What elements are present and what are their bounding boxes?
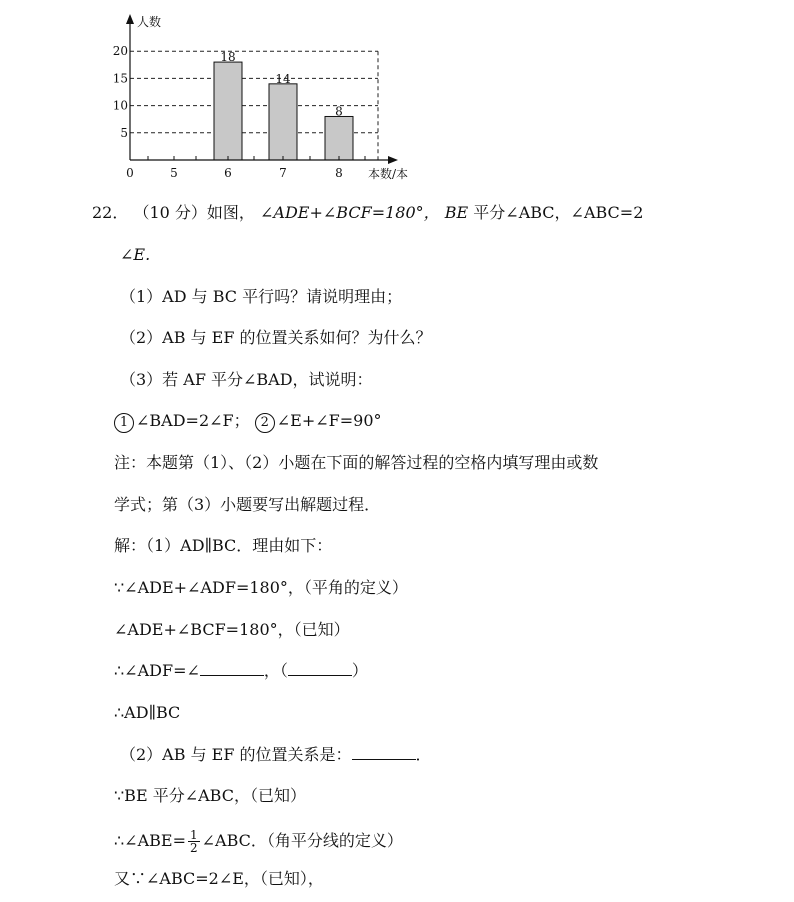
data-label: 18 [220,50,236,65]
solution-step-1: ∵∠ADE+∠ADF=180°，（平角的定义） [114,578,408,597]
y-tick-label: 20 [112,44,128,59]
question-3-part-1: ∠BAD=2∠F； [136,411,250,430]
fraction-one-half [188,829,200,854]
solution-step-2: ∠ADE+∠BCF=180°，（已知） [114,620,350,639]
note-line-1: 注：本题第（1）、（2）小题在下面的解答过程的空格内填写理由或数 [114,453,599,472]
step-7-text-a: ∴∠ABE= [114,831,186,850]
step-3-text-c: ） [351,661,368,680]
step-3-text-a: ∴∠ADF=∠ [114,661,200,680]
x-tick-label: 6 [224,166,232,180]
y-axis-label: 人数 [137,15,162,29]
bar [325,116,353,160]
x-tick-label: 7 [279,166,287,180]
part-2-text-b: ． [415,745,432,764]
solution-heading: 解：（1）AD∥BC．理由如下： [114,536,333,555]
y-tick-label: 15 [112,71,128,86]
circled-number-1: 1 [114,413,134,433]
x-tick-label: 0 [126,166,134,180]
problem-stem [92,203,643,223]
circled-number-2: 2 [255,413,275,433]
solution-step-6: ∵BE 平分∠ABC，（已知） [114,786,306,805]
stem-part-a: ∠ADE+∠BCF=180°， [260,203,440,222]
x-tick-label: 5 [170,166,178,180]
note-line-2: 学式；第（3）小题要写出解题过程． [114,495,381,514]
problem-score: （10 分）如图， [133,203,255,222]
x-axis-arrow [388,156,398,164]
solution-step-8: 又∵∠ABC=2∠E，（已知）， [114,869,324,888]
part-2-text-a: （2）AB 与 EF 的位置关系是： [120,745,352,764]
solution-step-3 [114,661,368,681]
y-axis-arrow [126,14,134,24]
answer-blank-angle[interactable] [200,661,264,676]
question-3-parts [114,411,382,433]
fraction-denominator: 2 [189,841,198,855]
fraction-numerator: 1 [189,828,198,842]
solution-step-4: ∴AD∥BC [114,703,181,722]
solution-part-2 [120,745,432,765]
bar [269,84,297,160]
answer-blank-reason[interactable] [288,661,352,676]
data-label: 8 [335,104,343,119]
stem-continuation: ∠E. [120,245,151,264]
bar [214,62,242,160]
stem-part-b: BE [444,203,469,222]
bar-chart [0,0,794,190]
question-1: （1）AD 与 BC 平行吗？请说明理由； [120,287,403,306]
question-3: （3）若 AF 平分∠BAD，试说明： [120,370,373,389]
problem-number: 22． [92,203,129,222]
step-3-text-b: ，（ [263,661,288,680]
y-tick-label: 10 [112,98,128,113]
question-2: （2）AB 与 EF 的位置关系如何？为什么？ [120,328,432,347]
step-7-text-b: ∠ABC．（角平分线的定义） [201,831,403,850]
answer-blank-relation[interactable] [352,745,416,760]
x-tick-label: 8 [335,166,343,180]
y-tick-label: 5 [120,125,128,140]
question-3-part-2: ∠E+∠F=90° [276,411,382,430]
data-label: 14 [275,71,291,86]
solution-step-7 [114,826,403,856]
stem-part-c: 平分∠ABC，∠ABC=2 [473,203,644,222]
x-axis-label: 本数/本 [368,167,409,181]
